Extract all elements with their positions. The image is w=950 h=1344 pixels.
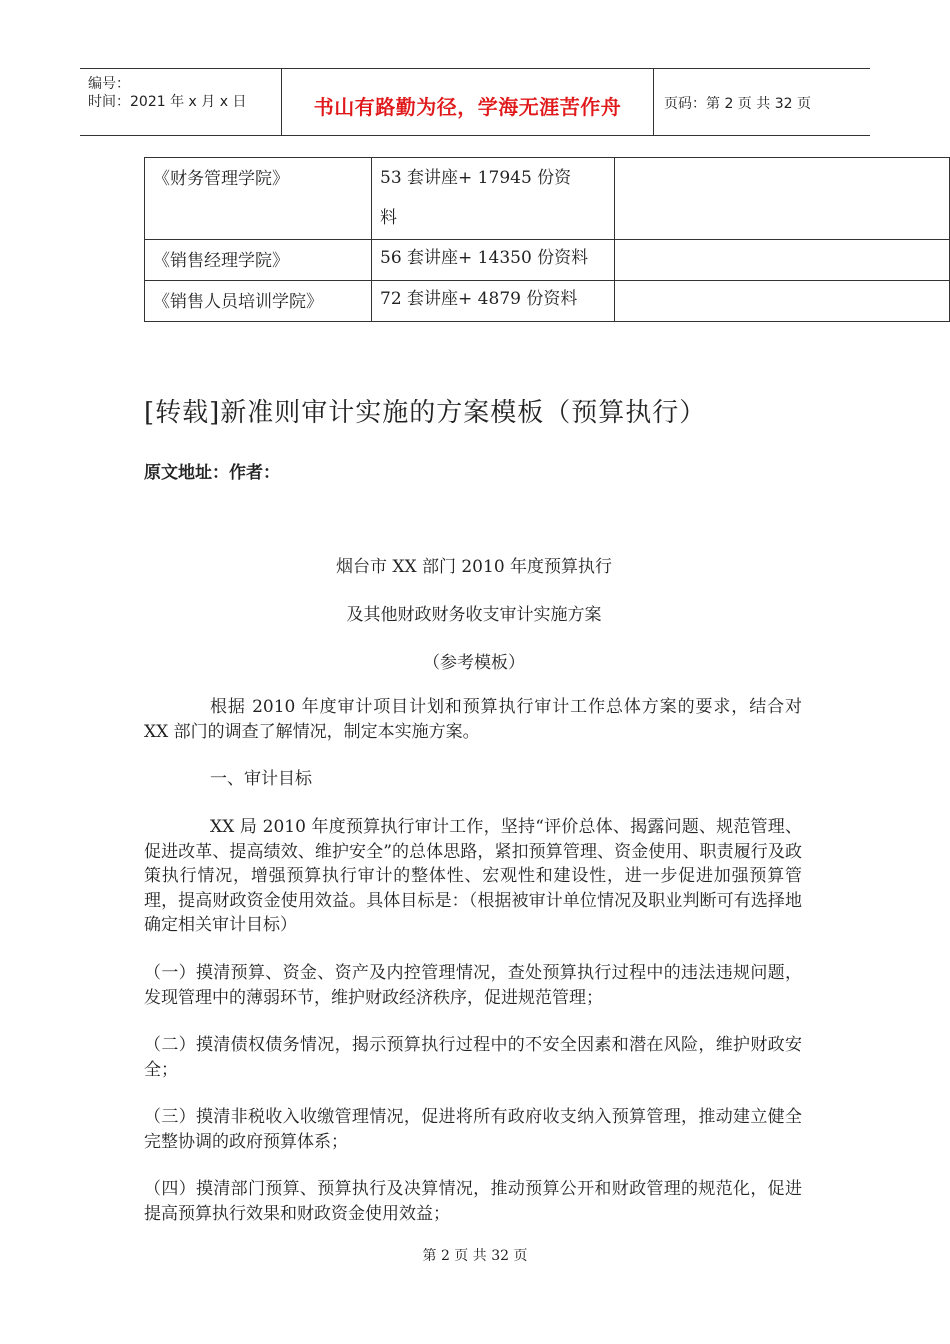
goal-paragraph: XX 局 2010 年度预算执行审计工作，坚持“评价总体、揭露问题、规范管理、促进改革、提高绩效、维护安全”的总体思路，紧扣预算管理、资金使用、职责履行及政策执行情况，增强预算执行审计的整体性、宏观性和建设性，进一步促进加强预算管理，提高财政资金使用效益。具体目标是：（根据被审计单位情况及职业判断可有选择地确定相关审计目标） bbox=[144, 817, 802, 935]
resource-detail: 56 套讲座+ 14350 份资料 bbox=[372, 240, 615, 281]
resource-extra bbox=[615, 281, 950, 322]
resource-detail bbox=[372, 158, 615, 240]
resource-name: 《销售经理学院》 bbox=[145, 240, 372, 281]
intro-paragraph: 根据 2010 年度审计项目计划和预算执行审计工作总体方案的要求，结合对 XX 部门的调查了解情况，制定本实施方案。 bbox=[144, 697, 802, 742]
resource-extra bbox=[615, 158, 950, 240]
header-page-cell bbox=[654, 69, 870, 135]
resource-extra bbox=[615, 240, 950, 281]
table-row bbox=[145, 158, 950, 240]
table-row bbox=[145, 281, 950, 322]
goal-item: （三）摸清非税收入收缴管理情况，促进将所有政府收支纳入预算管理，推动建立健全完整协调的政府预算体系； bbox=[144, 1107, 802, 1152]
resource-detail: 72 套讲座+ 4879 份资料 bbox=[372, 281, 615, 322]
article-meta: 原文地址：作者： bbox=[144, 463, 280, 483]
page-footer: 第 2 页 共 32 页 bbox=[422, 1248, 528, 1264]
header-page-info: 页码：第 2 页 共 32 页 bbox=[664, 96, 811, 112]
document-number-label: 编号： bbox=[88, 76, 130, 92]
header-motto-cell bbox=[282, 69, 654, 135]
resource-name: 《销售人员培训学院》 bbox=[145, 281, 372, 322]
section-heading: 一、审计目标 bbox=[210, 769, 312, 789]
header-meta-cell bbox=[80, 69, 282, 135]
goal-item: （一）摸清预算、资金、资产及内控管理情况，查处预算执行过程中的违法违规问题，发现管理中的薄弱环节，维护财政经济秩序，促进规范管理； bbox=[144, 963, 802, 1008]
resource-name: 《财务管理学院》 bbox=[145, 158, 372, 240]
article-title: [转载]新准则审计实施的方案模板（预算执行） bbox=[144, 398, 707, 428]
resource-detail-line: 53 套讲座+ 17945 份资 bbox=[380, 168, 572, 188]
page-header bbox=[80, 68, 870, 136]
doc-heading-note: （参考模板） bbox=[423, 653, 525, 673]
doc-heading-line2: 及其他财政财务收支审计实施方案 bbox=[346, 605, 602, 625]
doc-heading-line1: 烟台市 XX 部门 2010 年度预算执行 bbox=[335, 557, 613, 577]
header-motto: 书山有路勤为径，学海无涯苦作舟 bbox=[313, 95, 622, 119]
resource-detail-line: 料 bbox=[380, 208, 397, 228]
resource-table bbox=[144, 157, 950, 322]
document-time-label: 时间：2021 年 x 月 x 日 bbox=[88, 94, 247, 110]
table-row bbox=[145, 240, 950, 281]
goal-item: （二）摸清债权债务情况，揭示预算执行过程中的不安全因素和潜在风险，维护财政安全； bbox=[144, 1035, 802, 1080]
goal-item: （四）摸清部门预算、预算执行及决算情况，推动预算公开和财政管理的规范化，促进提高预算执行效果和财政资金使用效益； bbox=[144, 1179, 802, 1224]
